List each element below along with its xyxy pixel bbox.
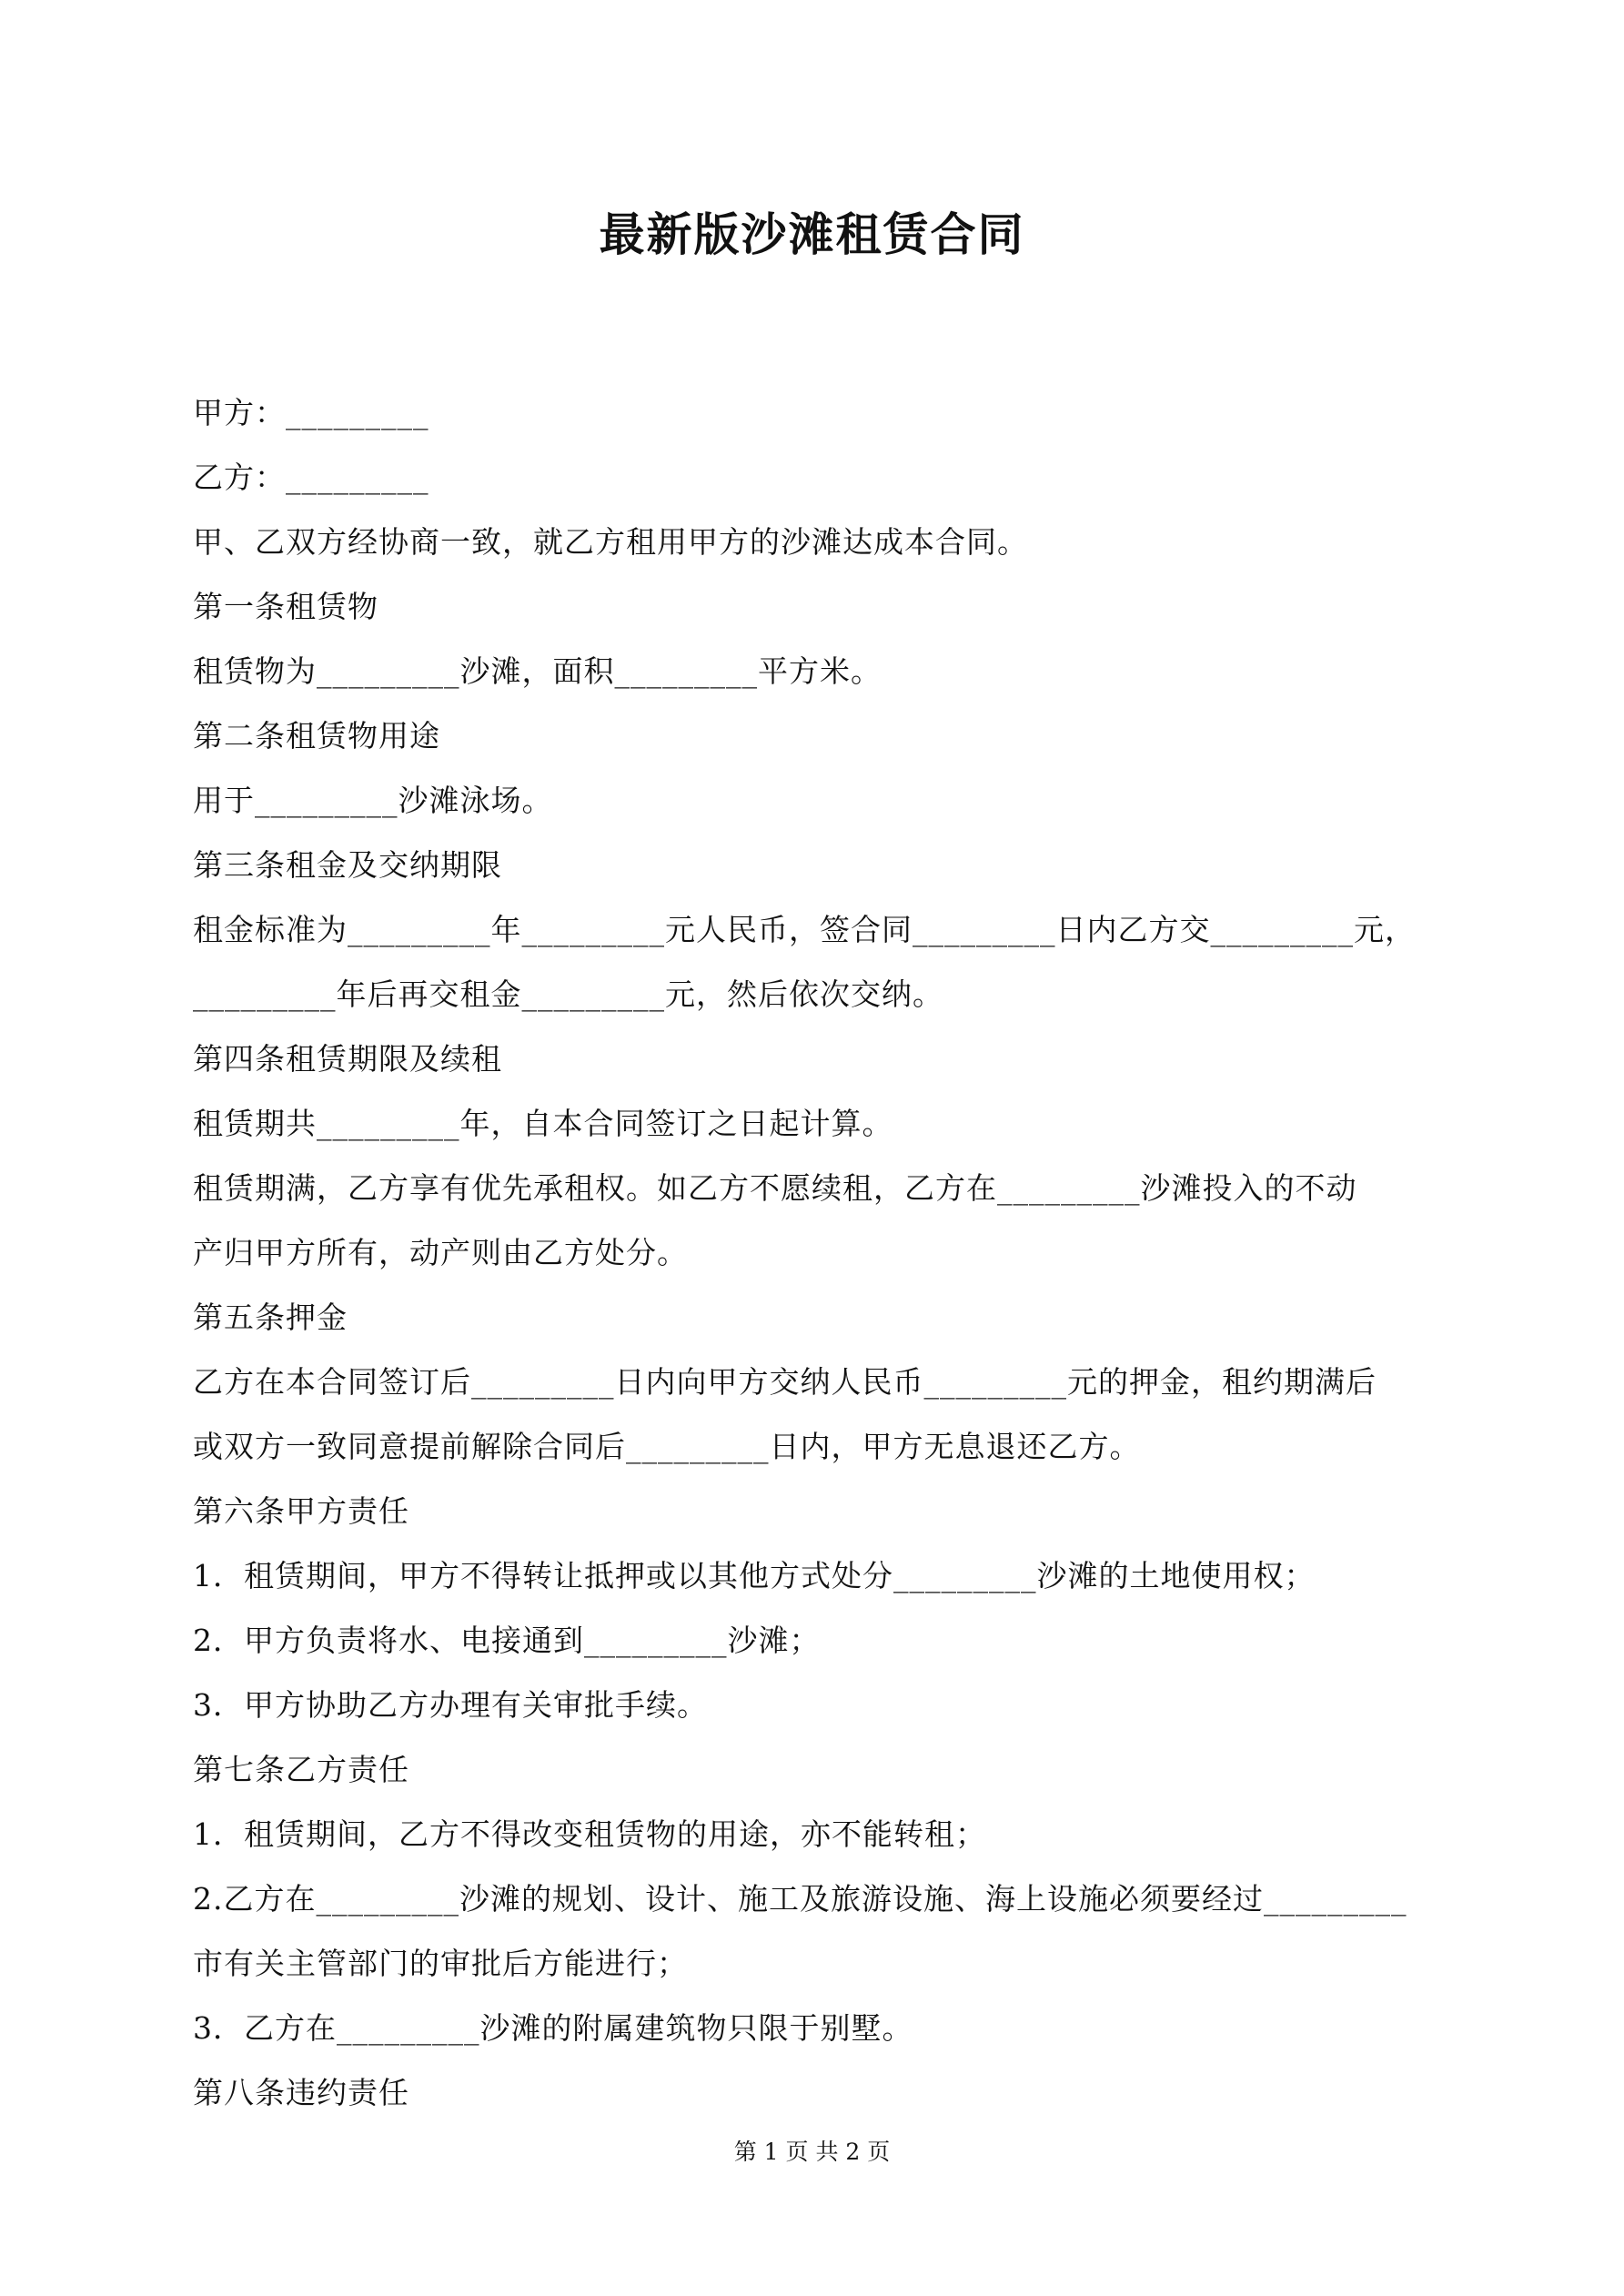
document-title: 最新版沙滩租赁合同 xyxy=(599,207,1025,261)
document-body xyxy=(193,380,1447,2125)
article-7-item-2-line-2: 市有关主管部门的审批后方能进行； xyxy=(193,1946,688,1981)
article-6-item-1: 1．租赁期间，甲方不得转让抵押或以其他方式处分_________沙滩的土地使用权； xyxy=(193,1558,1316,1593)
article-5-heading: 第五条押金 xyxy=(193,1300,348,1335)
article-6-heading: 第六条甲方责任 xyxy=(193,1493,409,1529)
article-3-text-line-1: 租金标准为_________年_________元人民币，签合同_________日内乙方交_________元， xyxy=(193,912,1416,947)
page-number-footer: 第 1 页 共 2 页 xyxy=(733,2139,891,2165)
article-6-item-2: 2．甲方负责将水、电接通到_________沙滩； xyxy=(193,1623,821,1658)
article-1-heading: 第一条租赁物 xyxy=(193,589,378,624)
party-a-line: 甲方：_________ xyxy=(193,395,429,430)
article-7-item-3: 3．乙方在_________沙滩的附属建筑物只限于别墅。 xyxy=(193,2010,913,2046)
article-5-text-line-2: 或双方一致同意提前解除合同后_________日内，甲方无息退还乙方。 xyxy=(193,1429,1141,1464)
article-2-text: 用于_________沙滩泳场。 xyxy=(193,783,553,818)
article-6-item-3: 3．甲方协助乙方办理有关审批手续。 xyxy=(193,1687,708,1723)
article-7-item-1: 1．租赁期间，乙方不得改变租赁物的用途，亦不能转租； xyxy=(193,1816,986,1852)
article-7-item-2-line-1: 2.乙方在_________沙滩的规划、设计、施工及旅游设施、海上设施必须要经过_________ xyxy=(193,1881,1407,1917)
article-4-text-2-line-1: 租赁期满，乙方享有优先承租权。如乙方不愿续租，乙方在_________沙滩投入的不动 xyxy=(193,1170,1357,1206)
article-4-text-1: 租赁期共_________年，自本合同签订之日起计算。 xyxy=(193,1106,893,1141)
article-4-heading: 第四条租赁期限及续租 xyxy=(193,1041,502,1077)
party-b-line: 乙方：_________ xyxy=(193,460,429,495)
article-3-text-line-2: _________年后再交租金_________元，然后依次交纳。 xyxy=(193,976,943,1012)
article-1-text: 租赁物为_________沙滩，面积_________平方米。 xyxy=(193,653,882,689)
article-5-text-line-1: 乙方在本合同签订后_________日内向甲方交纳人民币_________元的押金，租约期满后 xyxy=(193,1364,1377,1400)
article-8-heading: 第八条违约责任 xyxy=(193,2075,409,2110)
article-7-heading: 第七条乙方责任 xyxy=(193,1752,409,1787)
preamble-paragraph: 甲、乙双方经协商一致，就乙方租用甲方的沙滩达成本合同。 xyxy=(193,524,1028,560)
article-3-heading: 第三条租金及交纳期限 xyxy=(193,847,502,883)
article-4-text-2-line-2: 产归甲方所有，动产则由乙方处分。 xyxy=(193,1235,688,1270)
article-2-heading: 第二条租赁物用途 xyxy=(193,718,440,754)
